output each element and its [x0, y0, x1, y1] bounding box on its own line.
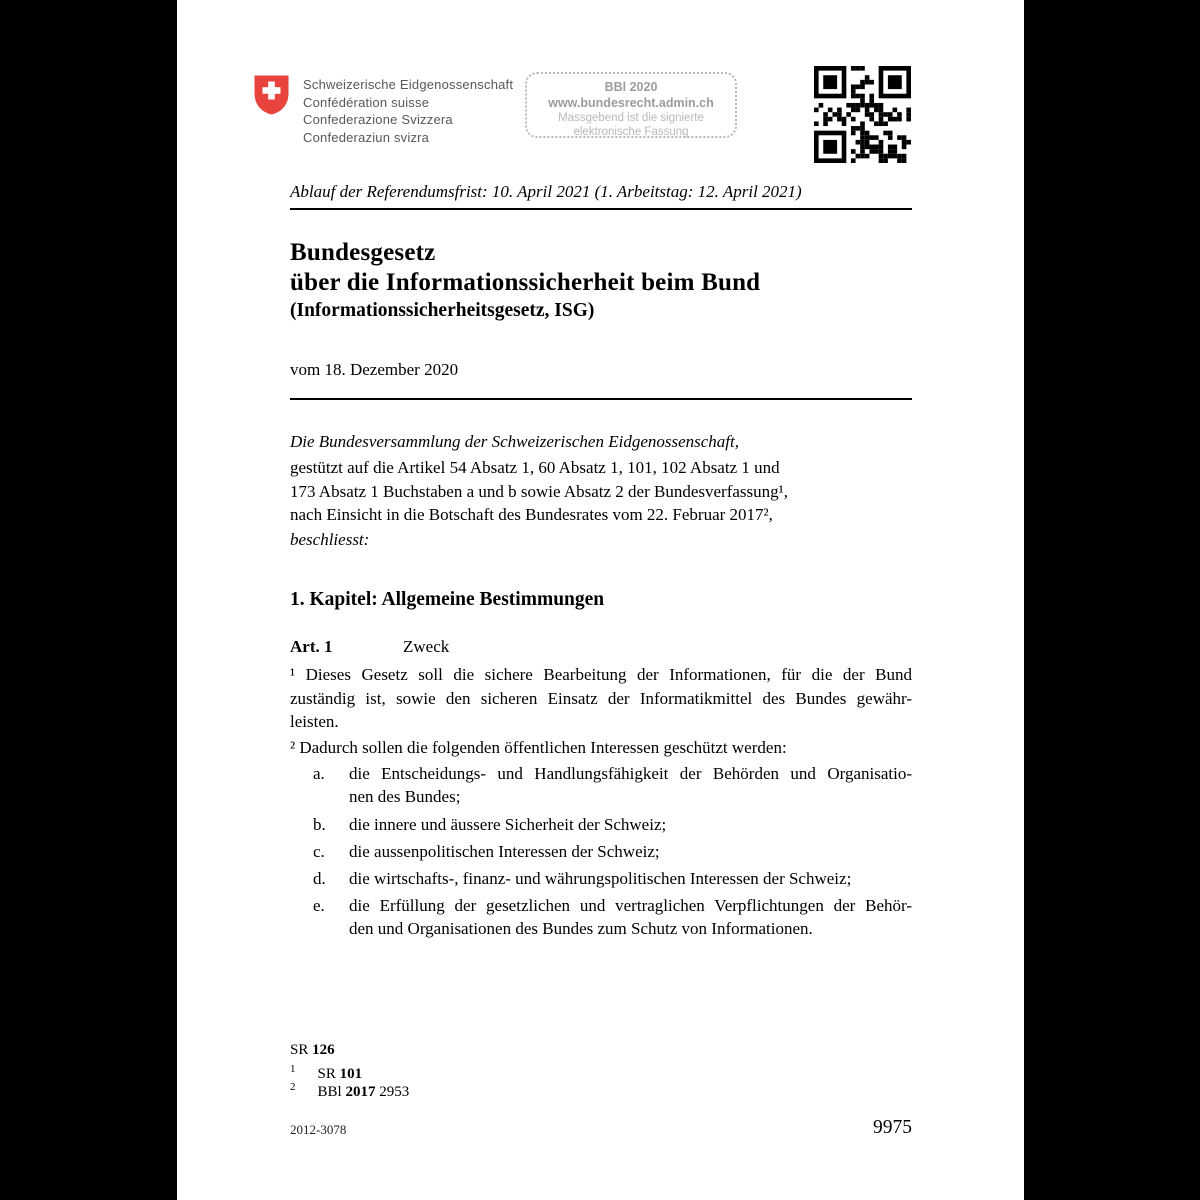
wordmark-line-it: Confederazione Svizzera — [303, 112, 453, 127]
article-paragraph-2: ² Dadurch sollen die folgenden öffentlichen Interessen geschützt werden: — [290, 738, 787, 757]
list-text: die wirtschafts-, finanz- und währungspolitischen Interessen der Schweiz; — [349, 869, 852, 888]
list-label: a. — [313, 764, 325, 783]
sr-number: 126 — [312, 1042, 335, 1058]
footnote-marker: 1 — [290, 1063, 296, 1075]
preamble-citation: gestützt auf die Artikel 54 Absatz 1, 60 Absatz 1, 101, 102 Absatz 1 und 173 Absatz 1 Buchstaben a und b sowie Absatz 2 der Bundesverfassung¹, nach Einsicht in die Botschaft des Bundesrates vom 22. Februar 2017², — [290, 458, 789, 525]
sr-prefix: SR — [290, 1042, 309, 1058]
wordmark-line-fr: Confédération suisse — [303, 94, 430, 110]
sr-reference — [290, 1042, 912, 1059]
federal-wordmark — [303, 76, 513, 146]
wordmark-line-rm: Confederaziun svizra — [303, 129, 430, 145]
stamp-note-line2: elektronische Fassung — [573, 126, 689, 138]
footnote-bold-ref: 2017 — [345, 1084, 376, 1100]
wordmark-line-de: Schweizerische Eidgenossenschaft — [303, 77, 514, 92]
article-paragraph-1: ¹ Dieses Gesetz soll die sichere Bearbeitung der Informationen, für die der Bund zuständig ist, sowie den sicheren Einsatz der Informatikmittel des Bundes gewähr- leisten. — [290, 665, 912, 732]
title-rule — [290, 398, 912, 400]
stamp-volume: BBl 2020 — [604, 80, 658, 94]
list-text: die aussenpolitischen Interessen der Schweiz; — [349, 842, 660, 861]
document-title — [290, 238, 912, 297]
list-label: b. — [313, 815, 326, 834]
article-number: Art. 1 — [290, 637, 333, 656]
referendum-deadline-line: Ablauf der Referendumsfrist: 10. April 2021 (1. Arbeitstag: 12. April 2021) — [290, 182, 802, 201]
footnote-2 — [290, 1079, 912, 1101]
footnote-marker: 2 — [290, 1081, 296, 1093]
stamp-url: www.bundesrecht.admin.ch — [548, 96, 714, 110]
preamble-closing: beschliesst: — [290, 530, 370, 549]
qr-code — [814, 66, 911, 163]
enactment-date: vom 18. Dezember 2020 — [290, 360, 459, 379]
document-id: 2012-3078 — [290, 1122, 347, 1137]
footnote-suffix: 2953 — [379, 1084, 410, 1100]
list-text: die innere und äussere Sicherheit der Schweiz; — [349, 815, 667, 834]
list-label: d. — [313, 869, 326, 888]
swiss-coat-of-arms-icon — [253, 74, 290, 116]
bbl-reference-stamp — [525, 72, 737, 138]
document-page — [177, 0, 1024, 1200]
article-title: Zweck — [403, 637, 450, 656]
title-line-1: Bundesgesetz — [290, 239, 436, 266]
page-number: 9975 — [873, 1117, 912, 1138]
footnote-bold-ref: 101 — [339, 1066, 363, 1082]
stamp-note-line1: Massgebend ist die signierte — [558, 112, 704, 124]
list-label: c. — [313, 842, 325, 861]
title-line-2: über die Informationssicherheit beim Bund — [290, 268, 761, 296]
preamble-intro: Die Bundesversammlung der Schweizerischen Eidgenossenschaft, — [290, 432, 739, 451]
document-subtitle: (Informationssicherheitsgesetz, ISG) — [290, 300, 595, 321]
chapter-heading: 1. Kapitel: Allgemeine Bestimmungen — [290, 589, 605, 610]
list-label: e. — [313, 896, 325, 915]
header-rule — [290, 208, 912, 210]
footnote-prefix: SR — [317, 1066, 336, 1082]
footnote-prefix: BBl — [317, 1084, 342, 1100]
list-text: die Erfüllung der gesetzlichen und vertraglichen Verpflichtungen der Behör- den und Organisationen des Bundes zum Schutz von Informationen. — [349, 896, 912, 939]
list-text: die Entscheidungs- und Handlungsfähigkeit der Behörden und Organisatio- nen des Bundes; — [349, 764, 912, 807]
